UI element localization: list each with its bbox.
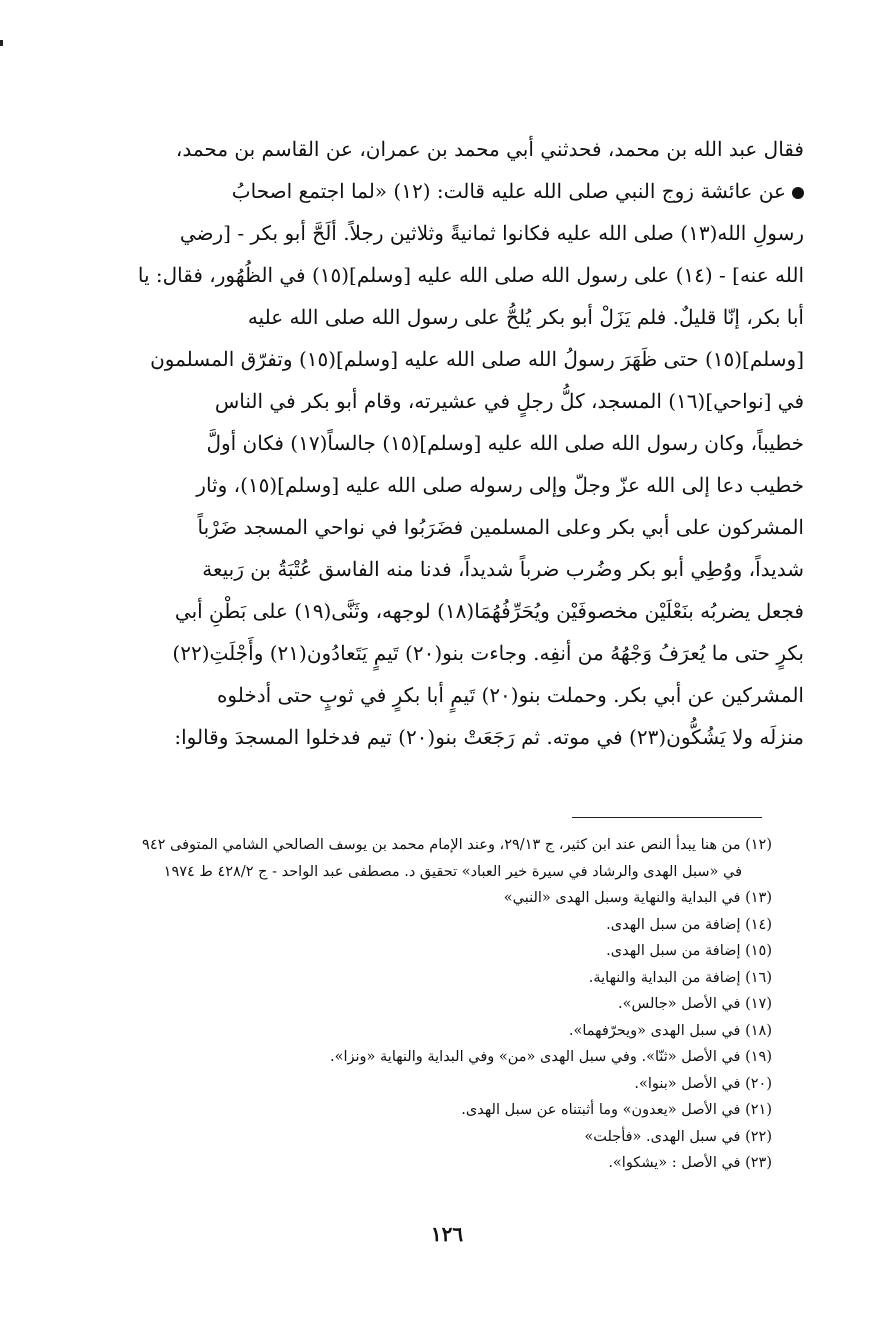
footnote-line: (١٥) إضافة من سبل الهدى. bbox=[606, 943, 772, 959]
text-line: فقال عبد الله بن محمد، فحدثني أبي محمد بن عمران، عن القاسم بن محمد، bbox=[175, 137, 804, 161]
text-line bbox=[92, 170, 804, 212]
footnote-line: (١٣) في البداية والنهاية وسبل الهدى «النبي» bbox=[503, 890, 772, 906]
footnote-line: (٢١) في الأصل «يعدون» وما أثبتناه عن سبل الهدى. bbox=[461, 1102, 772, 1118]
footnote-line: (٢٣) في الأصل : «يشكوا». bbox=[608, 1155, 772, 1171]
page-number: ١٢٦ bbox=[430, 1222, 464, 1246]
scan-edge-mark bbox=[0, 40, 3, 46]
footnote-line: (١٦) إضافة من البداية والنهاية. bbox=[588, 969, 772, 986]
text-line: فجعل يضربُه بنَعْلَيْن مخصوفَيْن ويُحَرِّفُهُمَا(١٨) لوجهه، وثَنَّى(١٩) على بَطْنِ أبي bbox=[174, 599, 804, 623]
bullet-icon bbox=[792, 187, 804, 199]
text-line: المشركين عن أبي بكر. وحملت بنو(٢٠) تَيمٍ أبا بكرٍ في ثوبٍ حتى أدخلوه bbox=[216, 683, 804, 707]
footnote-line: (١٢) من هنا يبدأ النص عند ابن كثير، ج ٢٩/١٣، وعند الإمام محمد بن يوسف الصالحي الشامي المتوفى ٩٤٢ bbox=[142, 837, 772, 853]
footnote-line: (١٤) إضافة من سبل الهدى. bbox=[606, 916, 772, 933]
footnote-line: (١٨) في سبل الهدى «ويحرّفهما». bbox=[568, 1022, 772, 1039]
text-line: الله عنه] - (١٤) على رسول الله صلى الله عليه [وسلم](١٥) في الظُهُور، فقال: يا bbox=[137, 263, 804, 287]
text-line: المشركون على أبي بكر وعلى المسلمين فضَرَبُوا في نواحي المسجد ضَرْباً bbox=[197, 515, 804, 539]
footnote-line: (٢٢) في سبل الهدى. «فأجلت» bbox=[584, 1128, 772, 1145]
footnotes-block bbox=[92, 832, 772, 1177]
footnote-divider bbox=[572, 817, 762, 818]
text-line: شديداً، ووُطِي أبو بكر وضُرب ضرباً شديداً، فدنا منه الفاسق عُتْبَةُ بن رَبيعة bbox=[202, 557, 804, 581]
text-line: بكرٍ حتى ما يُعرَفُ وَجْهُهُ من أنفِه. وجاءت بنو(٢٠) تَيمٍ يَتَعادُون(٢١) وأَجْلَتِ(٢٢) bbox=[172, 641, 804, 665]
footnote-line: (١٩) في الأصل «ثنّا». وفي سبل الهدى «من» وفي البداية والنهاية «ونزا». bbox=[329, 1049, 772, 1065]
footnote-line: في «سبل الهدى والرشاد في سيرة خير العباد» تحقيق د. مصطفى عبد الواحد - ج ٤٢٨/٢ ط ١٩٧٤ bbox=[163, 863, 742, 880]
text-line: في [نواحي](١٦) المسجد، كلُّ رجلٍ في عشيرته، وقام أبو بكر في الناس bbox=[214, 389, 804, 413]
text-line: خطيب دعا إلى الله عزّ وجلّ وإلى رسوله صلى الله عليه [وسلم](١٥)، وثار bbox=[196, 473, 804, 497]
footnote-line: (٢٠) في الأصل «بنوا». bbox=[634, 1075, 772, 1092]
main-text-block bbox=[92, 128, 804, 758]
text-line: [وسلم](١٥) حتى ظَهَرَ رسولُ الله صلى الله عليه [وسلم](١٥) وتفرّق المسلمون bbox=[150, 347, 804, 371]
text-line: أبا بكر، إنّا قليلٌ. فلم يَزَلْ أبو بكر يُلحُّ على رسول الله صلى الله عليه bbox=[247, 305, 804, 329]
text-line: خطيباً، وكان رسول الله صلى الله عليه [وسلم](١٥) جالساً(١٧) فكان أولَّ bbox=[206, 431, 804, 455]
footnote-line: (١٧) في الأصل «جالس». bbox=[618, 996, 772, 1012]
text-line: منزلَه ولا يَشُكُّون(٢٣) في موته. ثم رَجَعَتْ بنو(٢٠) تيم فدخلوا المسجدَ وقالوا: bbox=[174, 725, 804, 749]
text-line: رسولِ الله(١٣) صلى الله عليه فكانوا ثمانيةً وثلاثين رجلاً. ألَحَّ أبو بكر - [رضي bbox=[179, 221, 804, 245]
text-line-content: عن عائشة زوج النبي صلى الله عليه قالت: (١٢) «لما اجتمع اصحابُ bbox=[231, 179, 786, 203]
